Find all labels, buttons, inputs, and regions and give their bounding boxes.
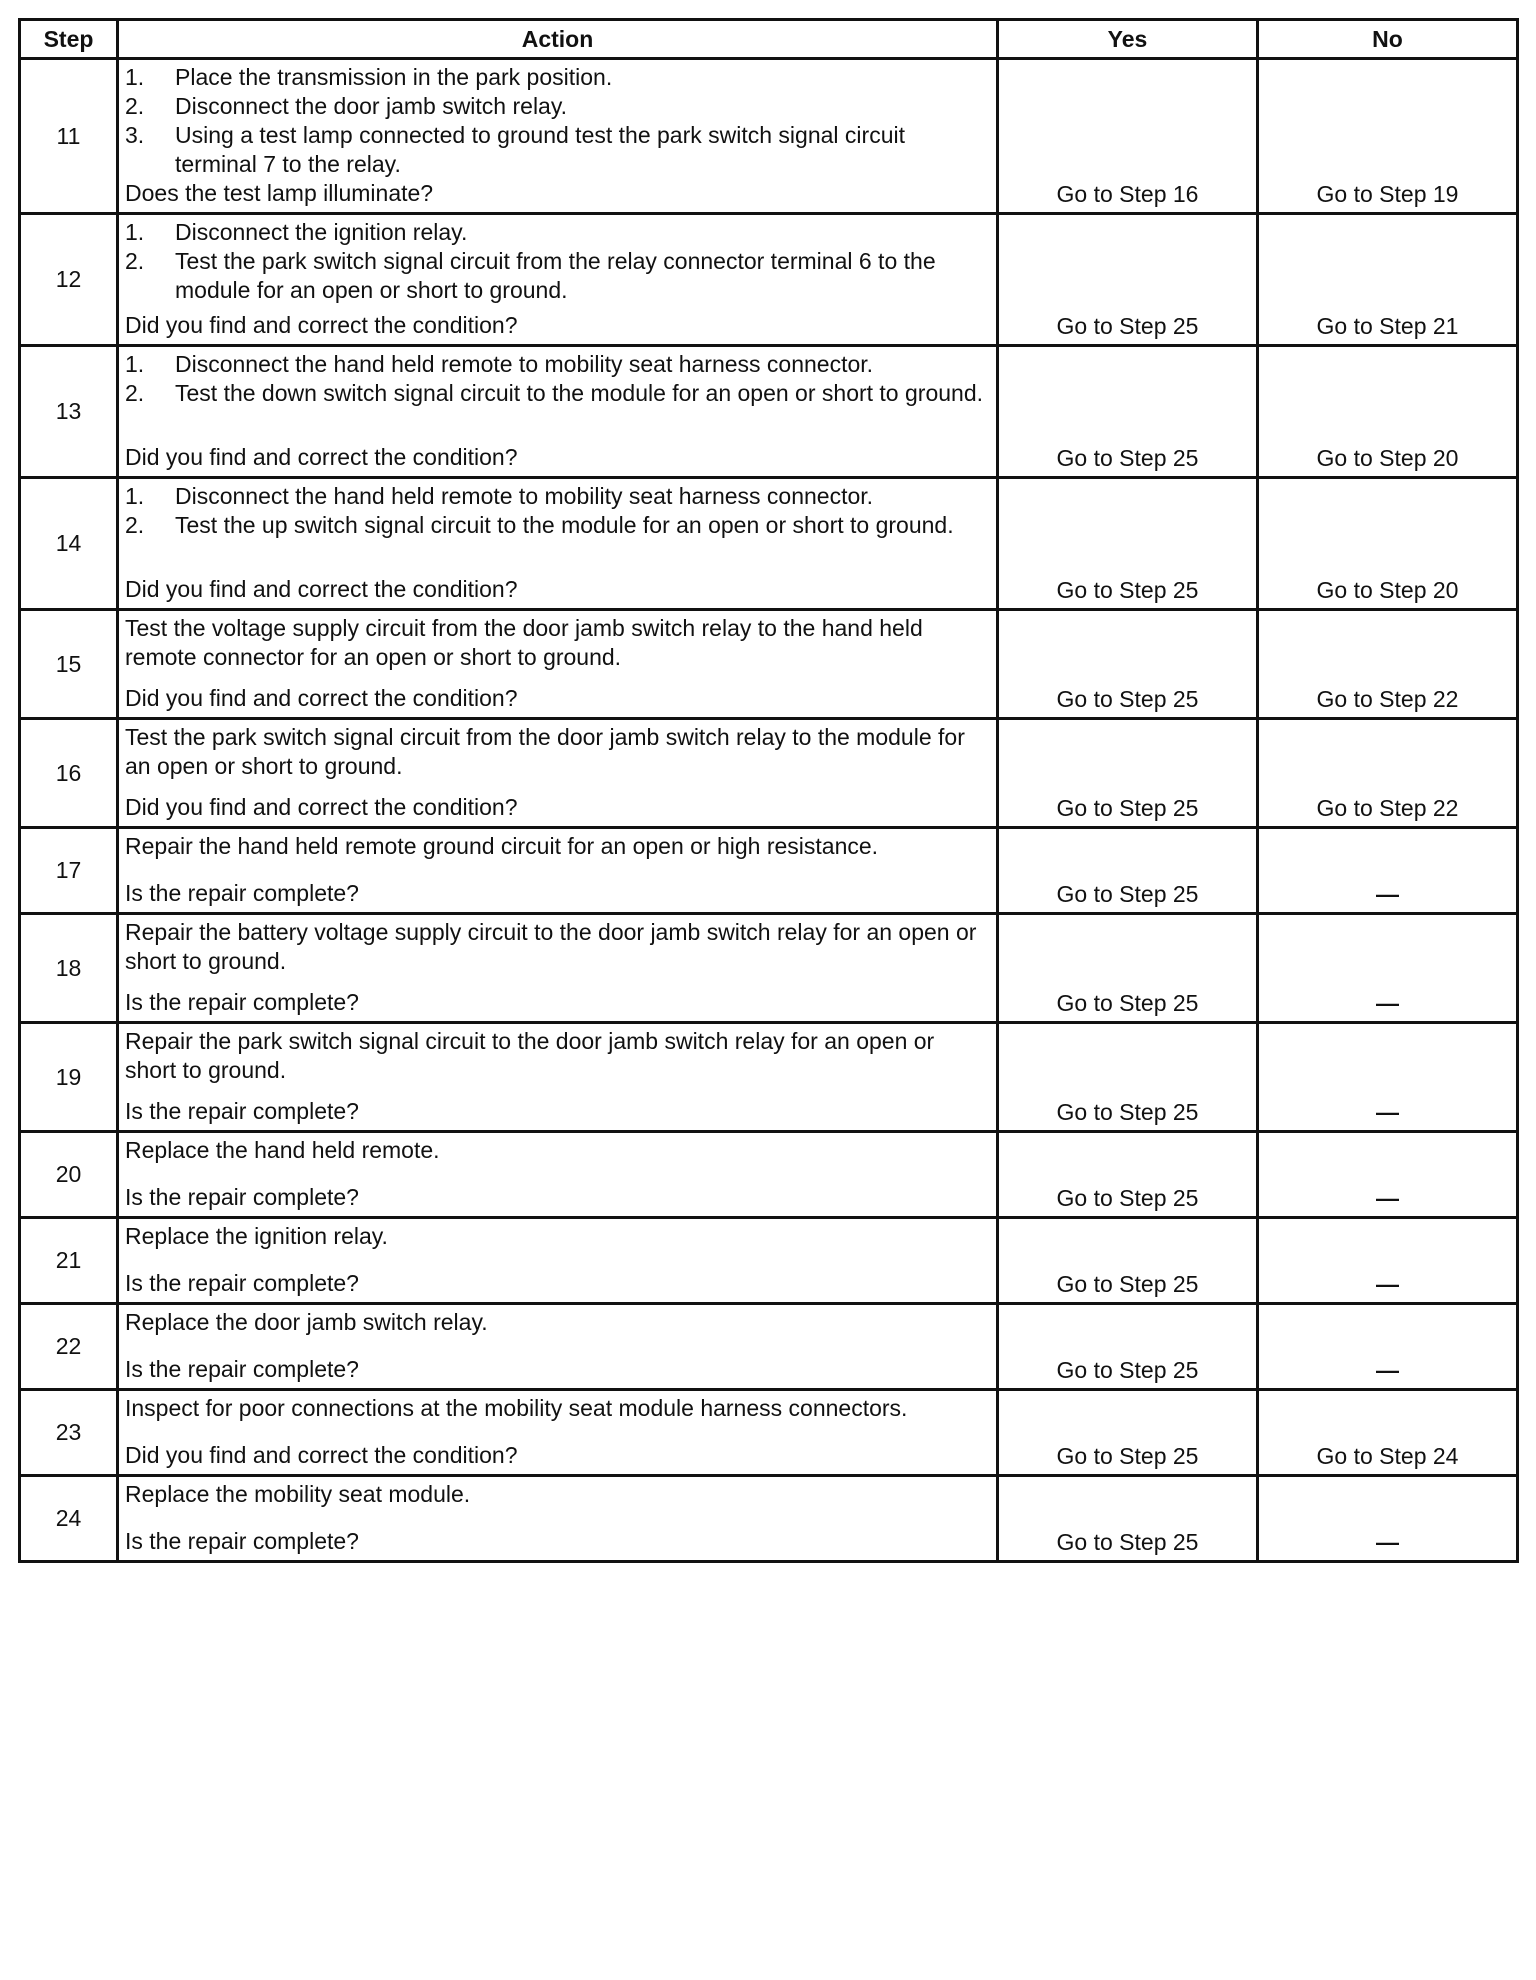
action-step-number: 2. [125, 380, 145, 406]
action-text: Test the park switch signal circuit from the door jamb switch relay to the module for an open or short to ground. [125, 724, 965, 779]
action-step-item [125, 121, 990, 179]
step-number: 13 [20, 346, 118, 478]
step-number: 19 [20, 1023, 118, 1132]
table-row [20, 1304, 1518, 1390]
action-question: Is the repair complete? [125, 880, 359, 906]
action-cell [118, 346, 998, 478]
action-step-item [125, 63, 990, 92]
no-result: — [1258, 828, 1518, 914]
action-step-number: 1. [125, 351, 145, 377]
action-steps-list [125, 218, 990, 305]
action-step-number: 2. [125, 248, 145, 274]
table-body [20, 59, 1518, 1562]
action-question: Did you find and correct the condition? [125, 685, 518, 711]
no-result: — [1258, 914, 1518, 1023]
action-step-text: Disconnect the door jamb switch relay. [175, 93, 568, 119]
action-cell [118, 914, 998, 1023]
action-cell [118, 59, 998, 214]
action-question: Did you find and correct the condition? [125, 794, 518, 820]
action-steps-list [125, 350, 990, 408]
action-step-item [125, 379, 990, 408]
action-question: Is the repair complete? [125, 989, 359, 1015]
header-yes: Yes [998, 20, 1258, 59]
table-row [20, 478, 1518, 610]
yes-result: Go to Step 25 [998, 1476, 1258, 1562]
action-question: Does the test lamp illuminate? [125, 180, 434, 206]
step-number: 14 [20, 478, 118, 610]
table-row [20, 1218, 1518, 1304]
yes-result: Go to Step 25 [998, 346, 1258, 478]
action-step-number: 2. [125, 93, 145, 119]
table-row [20, 1132, 1518, 1218]
table-row [20, 1023, 1518, 1132]
action-step-text: Using a test lamp connected to ground test the park switch signal circuit terminal 7 to the relay. [175, 122, 905, 177]
action-question: Did you find and correct the condition? [125, 1442, 518, 1468]
action-question: Did you find and correct the condition? [125, 444, 518, 470]
action-text: Repair the battery voltage supply circuit to the door jamb switch relay for an open or short to ground. [125, 919, 977, 974]
yes-result: Go to Step 25 [998, 214, 1258, 346]
action-step-text: Disconnect the ignition relay. [175, 219, 468, 245]
step-number: 12 [20, 214, 118, 346]
action-text: Repair the park switch signal circuit to the door jamb switch relay for an open or short to ground. [125, 1028, 935, 1083]
action-cell [118, 1476, 998, 1562]
action-text: Replace the ignition relay. [125, 1223, 388, 1249]
step-number: 24 [20, 1476, 118, 1562]
no-result: Go to Step 20 [1258, 478, 1518, 610]
action-step-number: 1. [125, 64, 145, 90]
yes-result: Go to Step 25 [998, 1218, 1258, 1304]
yes-result: Go to Step 25 [998, 1023, 1258, 1132]
yes-result: Go to Step 25 [998, 914, 1258, 1023]
header-action: Action [118, 20, 998, 59]
action-step-item [125, 92, 990, 121]
action-step-text: Disconnect the hand held remote to mobility seat harness connector. [175, 351, 874, 377]
no-result: Go to Step 19 [1258, 59, 1518, 214]
action-question: Is the repair complete? [125, 1184, 359, 1210]
no-result: Go to Step 21 [1258, 214, 1518, 346]
action-step-item [125, 482, 990, 511]
action-text: Replace the door jamb switch relay. [125, 1309, 488, 1335]
table-row [20, 828, 1518, 914]
diagnostic-table [18, 18, 1519, 1563]
yes-result: Go to Step 16 [998, 59, 1258, 214]
header-no: No [1258, 20, 1518, 59]
no-result: Go to Step 24 [1258, 1390, 1518, 1476]
step-number: 11 [20, 59, 118, 214]
action-question: Is the repair complete? [125, 1528, 359, 1554]
step-number: 23 [20, 1390, 118, 1476]
header-step: Step [20, 20, 118, 59]
action-step-item [125, 247, 990, 305]
action-cell [118, 610, 998, 719]
no-result: Go to Step 20 [1258, 346, 1518, 478]
action-question: Is the repair complete? [125, 1098, 359, 1124]
action-question: Did you find and correct the condition? [125, 576, 518, 602]
table-row [20, 610, 1518, 719]
no-result: — [1258, 1023, 1518, 1132]
no-result: — [1258, 1476, 1518, 1562]
table-row [20, 346, 1518, 478]
action-text: Replace the hand held remote. [125, 1137, 440, 1163]
action-text: Inspect for poor connections at the mobility seat module harness connectors. [125, 1395, 908, 1421]
action-step-item [125, 218, 990, 247]
step-number: 20 [20, 1132, 118, 1218]
no-result: — [1258, 1304, 1518, 1390]
table-row [20, 214, 1518, 346]
action-step-item [125, 350, 990, 379]
step-number: 21 [20, 1218, 118, 1304]
action-step-item [125, 511, 990, 540]
action-question: Did you find and correct the condition? [125, 312, 518, 338]
action-step-number: 1. [125, 483, 145, 509]
no-result: Go to Step 22 [1258, 719, 1518, 828]
action-step-number: 2. [125, 512, 145, 538]
yes-result: Go to Step 25 [998, 1132, 1258, 1218]
header-row [20, 20, 1518, 59]
yes-result: Go to Step 25 [998, 1390, 1258, 1476]
table-row [20, 1476, 1518, 1562]
action-cell [118, 1132, 998, 1218]
action-step-text: Test the park switch signal circuit from the relay connector terminal 6 to the module for an open or short to ground. [175, 248, 936, 303]
action-step-number: 1. [125, 219, 145, 245]
diagnostic-table-wrapper [18, 18, 1516, 1563]
step-number: 18 [20, 914, 118, 1023]
action-step-text: Disconnect the hand held remote to mobility seat harness connector. [175, 483, 874, 509]
table-row [20, 914, 1518, 1023]
no-result: Go to Step 22 [1258, 610, 1518, 719]
action-cell [118, 478, 998, 610]
action-step-text: Place the transmission in the park position. [175, 64, 613, 90]
action-step-text: Test the down switch signal circuit to the module for an open or short to ground. [175, 380, 983, 406]
action-text: Replace the mobility seat module. [125, 1481, 471, 1507]
no-result: — [1258, 1132, 1518, 1218]
action-cell [118, 1023, 998, 1132]
step-number: 22 [20, 1304, 118, 1390]
step-number: 16 [20, 719, 118, 828]
action-steps-list [125, 482, 990, 540]
action-text: Test the voltage supply circuit from the door jamb switch relay to the hand held remote connector for an open or short to ground. [125, 615, 923, 670]
action-text: Repair the hand held remote ground circuit for an open or high resistance. [125, 833, 879, 859]
action-steps-list [125, 63, 990, 179]
yes-result: Go to Step 25 [998, 719, 1258, 828]
table-row [20, 719, 1518, 828]
no-result: — [1258, 1218, 1518, 1304]
action-question: Is the repair complete? [125, 1356, 359, 1382]
action-cell [118, 1218, 998, 1304]
action-step-text: Test the up switch signal circuit to the module for an open or short to ground. [175, 512, 954, 538]
yes-result: Go to Step 25 [998, 828, 1258, 914]
yes-result: Go to Step 25 [998, 478, 1258, 610]
action-cell [118, 1390, 998, 1476]
step-number: 17 [20, 828, 118, 914]
yes-result: Go to Step 25 [998, 1304, 1258, 1390]
table-row [20, 1390, 1518, 1476]
yes-result: Go to Step 25 [998, 610, 1258, 719]
action-cell [118, 1304, 998, 1390]
table-row [20, 59, 1518, 214]
action-cell [118, 828, 998, 914]
step-number: 15 [20, 610, 118, 719]
action-question: Is the repair complete? [125, 1270, 359, 1296]
action-cell [118, 719, 998, 828]
action-step-number: 3. [125, 122, 145, 148]
action-cell [118, 214, 998, 346]
